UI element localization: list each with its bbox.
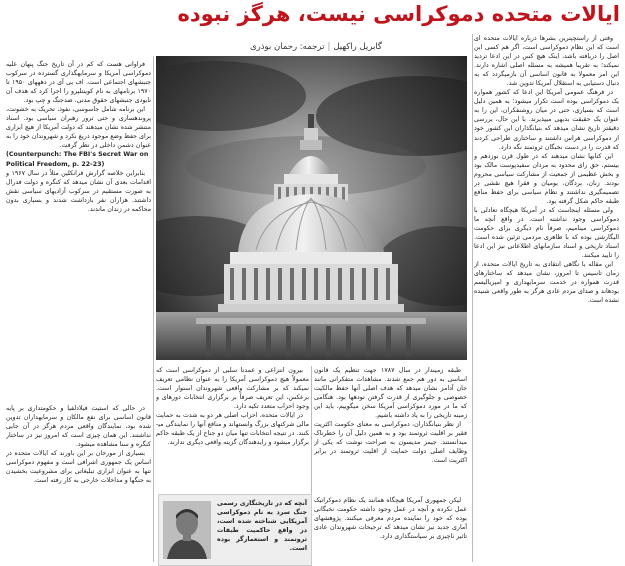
paragraph: لیکن جمهوری آمریکا هیچگاه همانند یک نظام دموکراتیک عمل نکرده و آنچه در عمل وجود داشته حکومت نخبگانی بوده که خود را نماینده مردم معرفی میکنند. پژوهشهای آماری جدید نیز نشان میدهد که ترجیحات شهروندان عادی تاثیر ناچیزی بر سیاستگذاری دارد. xyxy=(314,497,467,541)
paragraph: فراوانی هست که کم در آن تاریخ جنگ پنهان علیه دموکراسی آمریکا و سرمایهگذاری گسترده در سرکوب جنبشهای اجتماعی است. اف بی آی در دهههای ۱۹۵۰ تا ۱۹۷۰ برنامهای به نام کوینتلپرو را اجرا کرد که هدف آن نابودی جنبشهای حقوق مدنی، ضدجنگ و چپ بود. xyxy=(6,61,151,105)
paragraph: طبقه زمیندار در سال ۱۷۸۷ جهت تنظیم یک قانون اساسی به دور هم جمع شدند. مشاهدات متفکرانی مانند جان آدامز نشان میدهد که هدف اصلی آنها حفظ مالکیت خصوصی و جلوگیری از قدرت گرفتن تودهها بود. هنگامی که ما در مورد دموکراسی آمریکا سخن میگوییم، باید این زمینه تاریخی را به یاد داشته باشیم. xyxy=(314,367,467,420)
paragraph: ولی مسئله اینجاست که در آمریکا هیچگاه تعادلی با دموکراسی وجود نداشته است. در واقع آنچه ما دموکراسی مینامیم، صرفاً نام دیگری برای حکومت الیگارشی بوده که با ظاهری مردمی تزئین شده است. اسناد تاریخی و اسناد سازمانهای اطلاعاتی نیز این ادعا را تایید میکنند. xyxy=(474,206,619,260)
pull-quote-box xyxy=(158,494,312,566)
article-headline: ایالات متحده دموکراسی نیست، هرگز نبوده xyxy=(177,2,620,26)
text-column-right xyxy=(474,34,619,562)
byline-separator: | xyxy=(327,42,331,52)
pull-quote: آنچه که در تاریخنگاری رسمی جنگ سرد به نام دموکراسی آمریکایی شناخته شده است، در واقع حاکمیت طبقات ثروتمند و استعمارگر بوده است. xyxy=(217,500,307,552)
author-name: گابریل راکهیل xyxy=(333,42,382,52)
text-column-left-lower xyxy=(6,404,151,564)
paragraph: این کتابها نشان میدهند که در طول قرن نوزدهم و بیستم، حق رای محدود به مردان سفیدپوست مالک بود و بخش عظیمی از جمعیت از مشارکت سیاسی محروم بودند. زنان، بردگان، بومیان و فقرا هیچ نقشی در تصمیمگیری نداشتند و نظام سیاسی برای حفظ منافع طبقه حاکم شکل گرفته بود. xyxy=(474,152,619,205)
text-column-left xyxy=(6,60,151,400)
author-portrait xyxy=(163,501,211,559)
citation: (Counterpunch: The FBI's Secret War on Political Freedom, p. 22-23) xyxy=(6,151,149,168)
paragraph: بیرون انتزاعی و عمدتا سلبی از دموکراسی است که معمولاً هیچ دموکراسی آمریکا را به عنوان نظامی تعریف نمیکند که بر مشارکت واقعی شهروندان استوار است. برعکس، این تعریف صرفاً بر برگزاری انتخابات دورهای و وجود احزاب متعدد تکیه دارد. xyxy=(156,367,309,411)
column-divider xyxy=(153,56,154,562)
paragraph: وقتی از راستچپترین بشرها درباره ایالات متحده ای است که این نظام دموکراسی است، اگر هم کسی این اصل را دریافته باشد، اینک هیچ کس در این ادعا تردید نمیکند؛ به تقریبا همیشه به مسئله اصلی اشاره دارند. این امر معمولا به قانون اساسی آن بازمیگردد که به دنبال دستیابی به استقلال آمریکا تدوین شد. xyxy=(474,35,619,88)
capitol-photo xyxy=(156,56,467,360)
paragraph: از نظر بنیانگذاران، دموکراسی به معنای حکومت اکثریت فقیر بر اقلیت ثروتمند بود و به همین دلیل آن را خطرناک میدانستند. جیمز مدیسون به صراحت نوشت که یکی از وظایف اصلی دولت حمایت از اقلیت ثروتمند در برابر اکثریت است. xyxy=(314,421,467,465)
paragraph: بنابراین خلاصه گزارش فرانکلین مثلاً در سال ۱۹۶۷ و اقدامات بعدی آن نشان میدهد که کنگره و دولت فدرال به صورت مستقیم در سرکوب آزادیهای سیاسی نقش داشتند. هزاران نفر بازداشت شدند و بسیاری بدون محاکمه در زندان ماندند. xyxy=(6,169,151,213)
text-column-mid-right xyxy=(314,366,467,494)
portrait-image xyxy=(163,501,211,559)
article-byline xyxy=(236,42,396,52)
paragraph: این برنامه شامل جاسوسی، نفوذ، تحریک به خشونت، پروندهسازی و حتی ترور رهبران سیاسی بود. اسناد منتشر شده نشان میدهند که دولت آمریکا از هیچ ابزاری برای حفظ وضع موجود دریغ نکرد و شهروندان خود را به عنوان دشمن داخلی در نظر گرفت. xyxy=(6,106,151,150)
text-column-mid-left xyxy=(156,366,309,492)
text-column-mid-right-lower xyxy=(314,496,467,564)
paragraph: این مقاله با نگاهی انتقادی به تاریخ ایالات متحده، از زمان تاسیس تا امروز، نشان میدهد که ساختارهای قدرت همواره در خدمت سرمایهداری و امپریالیسم بودهاند و صدای مردم عادی هرگز به طور واقعی شنیده نشده است. xyxy=(474,261,619,305)
paragraph: در حالی که استیت فیلادلفیا و حکومتداری بر پایه قانون اساسی برای نفع مالکان و سرمایهداران تدوین شده بود، نمایندگان واقعی مردم هرگز در آن جایی نداشتند. این همان چیزی است که امروز نیز در ساختار کنگره و سنا مشاهده میشود. xyxy=(6,405,151,449)
translator-name: ترجمه: رحمان بوذری xyxy=(250,42,325,52)
capitol-image xyxy=(156,56,467,360)
paragraph: در فرهنگ عمومی آمریکا این ادعا که کشور همواره یک دموکراسی بوده است تکرار میشود؛ به همین دلیل است که بسیاری، حتی در میان روشنفکران، این را به عنوان یک حقیقت بدیهی میپذیرند. با این حال، بررسی دقیقتر تاریخ نشان میدهد که بنیانگذاران این کشور خود از دموکراسی هراس داشتند و ساختاری طراحی کردند که قدرت را در دست نخبگان ثروتمند نگه دارد. xyxy=(474,89,619,151)
column-divider xyxy=(472,34,473,562)
paragraph: در ایالات متحده، احزاب اصلی هر دو به شدت به حمایت مالی شرکتهای بزرگ وابستهاند و منافع آنها را نمایندگی میکنند. در نتیجه انتخابات تنها میان دو جناح از یک طبقه حاکم برگزار میشود و رایدهندگان گزینه واقعی دیگری ندارند. xyxy=(156,412,309,447)
paragraph: بسیاری از مورخان بر این باورند که ایالات متحده در اساس یک جمهوری اشرافی است و مفهوم دموکراسی تنها به عنوان ابزاری تبلیغاتی برای مشروعیت بخشیدن به جنگها و مداخلات خارجی به کار رفته است. xyxy=(6,450,151,485)
